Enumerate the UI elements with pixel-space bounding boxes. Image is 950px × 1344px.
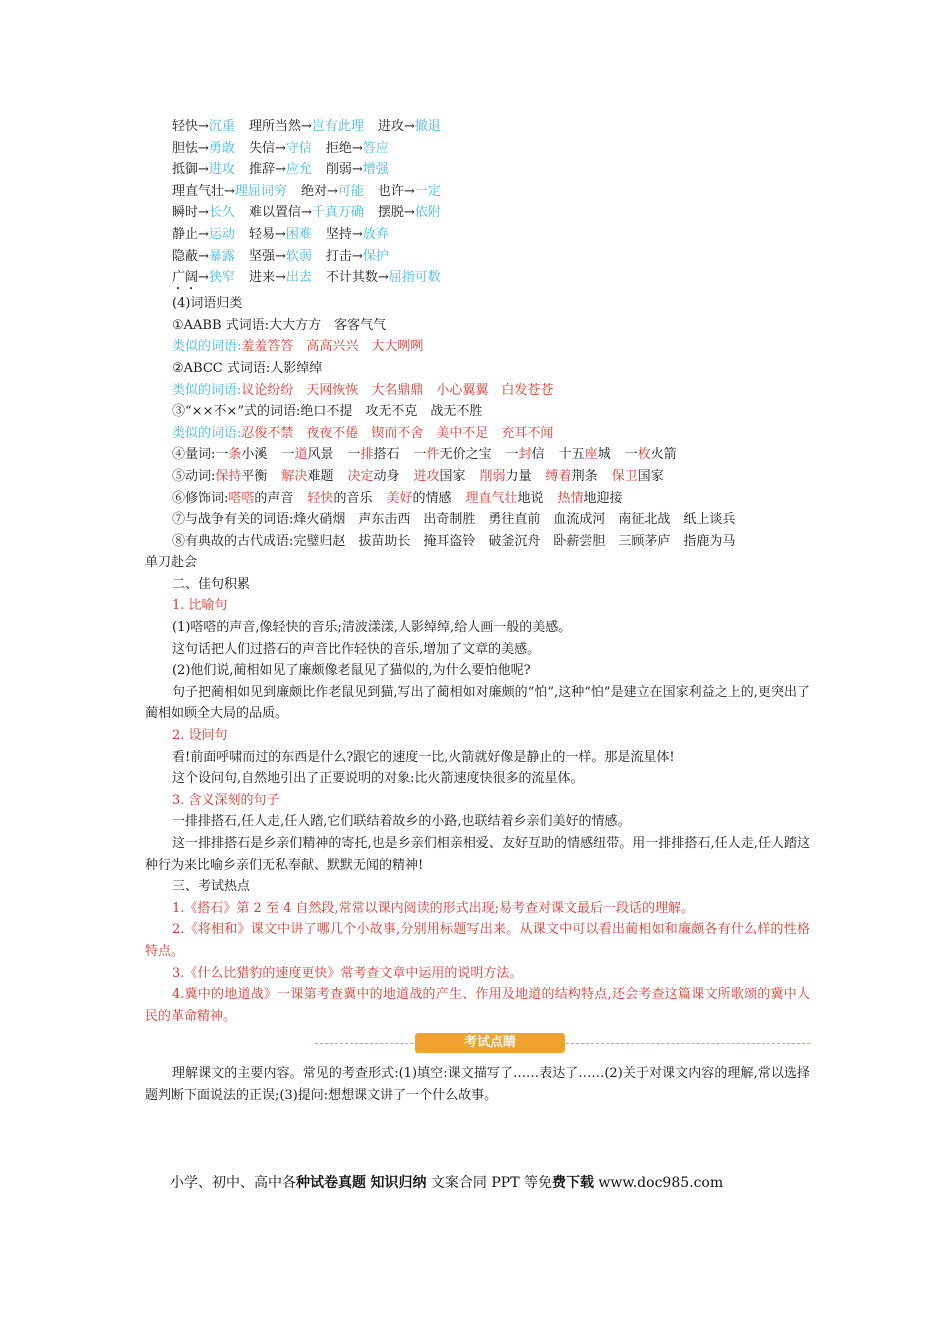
arrow-icon: →: [377, 270, 389, 286]
antonym-row: [145, 267, 810, 293]
abcc-words: 人影绰绰: [270, 360, 323, 376]
antonym-answer: 屈指可数: [388, 270, 441, 286]
sentence-note: 这句话把人们过搭石的声音比作轻快的音乐,增加了文章的美感。: [172, 641, 541, 657]
war-label: ⑦与战争有关的词语:: [172, 512, 294, 528]
verb-object: 国家: [439, 468, 466, 484]
quant-word: 道: [294, 447, 308, 463]
antonym-answer: 困难: [285, 226, 312, 242]
quant-noun: 无价之宝: [439, 447, 492, 463]
arrow-icon: →: [403, 119, 415, 134]
exam-item: 4.冀中的地道战》一课第考查冀中的地道战的产生、作用及地道的结构特点,还会考查这篇课文所歌颂的冀中人民的革命精神。: [145, 987, 810, 1024]
antonym-word: 抵御: [172, 162, 199, 178]
exam-item: 1.《搭石》第 2 至 4 自然段,常常以课内阅读的形式出现;易考查对课文最后一段话的理解。: [172, 900, 694, 916]
antonym-word: 隐蔽: [172, 248, 199, 264]
xx-label: ③“××不×”式的词语:: [172, 404, 301, 420]
antonym-word: 进攻: [377, 119, 404, 134]
quant-prefix: 一: [347, 447, 361, 463]
arrow-icon: →: [351, 140, 363, 156]
antonym-word: 胆怯: [172, 140, 199, 156]
xx-similar-words: 忍俊不禁 夜夜不倦 锲而不舍 美中不足 充耳不闻: [241, 425, 554, 441]
antonym-word: 坚强: [248, 248, 275, 264]
sentence-type-title: 1. 比喻句: [172, 598, 228, 614]
sentence-example: 看!前面呼啸而过的东西是什么?跟它的速度一比,火箭就好像是静止的一样。那是流星体!: [172, 749, 675, 765]
antonym-word: 理所当然: [248, 119, 301, 134]
verb-word: 解决: [281, 468, 308, 484]
footer-text: 文案合同 PPT 等免: [426, 1175, 552, 1191]
antonym-answer: 撤退: [414, 119, 441, 134]
similar-label: 类似的词语:: [172, 425, 242, 441]
arrow-icon: →: [198, 140, 209, 156]
antonym-word: 难以置信: [248, 205, 301, 221]
antonym-word: 静止: [172, 226, 199, 242]
banner-label: 考试点睛: [415, 1033, 565, 1053]
arrow-icon: →: [326, 183, 338, 199]
arrow-icon: →: [351, 226, 363, 242]
quant-noun: 风景: [307, 447, 334, 463]
antonym-word: 绝对: [300, 183, 327, 199]
similar-label: 类似的词语:: [172, 339, 242, 355]
arrow-icon: →: [224, 183, 235, 199]
antonym-answer: 勇敢: [208, 140, 235, 156]
modifier-word: 理直气壮: [465, 490, 518, 506]
arrow-icon: →: [274, 226, 286, 242]
xx-row: [145, 401, 810, 423]
antonym-row: [145, 181, 810, 203]
arrow-icon: →: [274, 162, 286, 178]
exam-item: 3.《什么比猎豹的速度更快》常考查文章中运用的说明方法。: [172, 965, 523, 981]
section-banner: [145, 1031, 810, 1057]
abcc-label: ②ABCC 式词语:: [172, 360, 271, 376]
modifier-word: 热情: [557, 490, 584, 506]
antonym-answer: 守信: [285, 140, 312, 156]
modifier-noun: 的音乐: [333, 490, 373, 506]
modifier-noun: 地说: [517, 490, 544, 506]
modifier-noun: 的声音: [254, 490, 294, 506]
quant-prefix: 十五: [558, 447, 585, 463]
antonym-word: 轻快: [172, 119, 199, 134]
sentence-note: 这个设问句,自然地引出了正要说明的对象:比火箭速度快很多的流星体。: [172, 771, 584, 787]
antonym-answer: 增强: [362, 162, 389, 178]
quantifier-row: [145, 444, 810, 466]
verb-object: 难题: [307, 468, 334, 484]
antonym-word: 失信: [248, 140, 275, 156]
antonym-row: [145, 138, 810, 160]
verb-object: 动身: [373, 468, 400, 484]
sentence-example: (2)他们说,蔺相如见了廉颇像老鼠见了猫似的,为什么要怕他呢?: [172, 663, 531, 679]
arrow-icon: →: [274, 140, 286, 156]
arrow-icon: →: [198, 226, 209, 242]
verb-word: 削弱: [479, 468, 506, 484]
verb-object: 力量: [505, 468, 532, 484]
arrow-icon: →: [351, 248, 363, 264]
verb-object: 平衡: [241, 468, 268, 484]
arrow-icon: →: [351, 162, 363, 178]
antonym-answer: 应允: [285, 162, 312, 178]
idiom-words: 完璧归赵 拔苗助长 掩耳盗铃 破釜沉舟 卧薪尝胆 三顾茅庐 指鹿为马: [293, 533, 736, 549]
classify-heading: (4)词语归类: [172, 296, 243, 312]
abcc-row: [145, 358, 810, 380]
aabb-row: [145, 315, 810, 337]
exam-tip: 理解课文的主要内容。常见的考查形式:(1)填空:课文描写了……表达了……(2)关于对课文内容的理解,常以选择题判断下面说法的正误;(3)提问:想想课文讲了一个什么故事。: [145, 1066, 810, 1103]
antonym-word: 推辞: [248, 162, 275, 178]
footer-bold: 知识归纳: [370, 1175, 427, 1191]
antonym-word: 瞬时: [172, 205, 199, 221]
modifier-word: 嗒嗒: [228, 490, 255, 506]
footer-url: www.doc985.com: [593, 1175, 724, 1191]
verb-row: [145, 466, 810, 488]
antonym-word: 也许: [377, 183, 404, 199]
antonym-answer: 依附: [414, 205, 441, 221]
quant-noun: 信: [531, 447, 545, 463]
arrow-icon: →: [198, 270, 209, 286]
arrow-icon: →: [198, 205, 209, 221]
aabb-words: 大大方方 客客气气: [269, 317, 387, 333]
xx-similar-row: [145, 423, 810, 445]
quant-prefix: 一: [281, 447, 295, 463]
modifier-label: ⑥修饰词:: [172, 490, 229, 506]
sentence-type-title: 3. 含义深刻的句子: [172, 792, 280, 808]
antonym-answer: 软弱: [285, 248, 312, 264]
antonym-answer: 放弃: [362, 226, 389, 242]
arrow-icon: →: [198, 119, 209, 134]
xx-words: 绝口不提 攻无不克 战无不胜: [300, 404, 483, 420]
antonym-word: 拒绝: [325, 140, 352, 156]
modifier-row: [145, 488, 810, 510]
modifier-word: 轻快: [307, 490, 334, 506]
quant-word: 枚: [637, 447, 651, 463]
modifier-noun: 的情感: [412, 490, 452, 506]
antonym-answer: 一定: [414, 183, 441, 199]
arrow-icon: →: [403, 183, 415, 199]
antonym-row: [145, 246, 810, 268]
verb-object: 荆条: [571, 468, 598, 484]
antonym-word: 打击: [325, 248, 352, 264]
section-heading-exam: 三、考试热点: [172, 879, 251, 895]
arrow-icon: →: [300, 119, 312, 134]
aabb-similar-words: 羞羞答答 高高兴兴 大大咧咧: [241, 339, 424, 355]
modifier-noun: 地迎接: [583, 490, 623, 506]
antonym-answer: 沉重: [208, 119, 235, 134]
arrow-icon: →: [274, 248, 286, 264]
antonym-word: 理直气壮: [172, 183, 225, 199]
quant-prefix: 一: [215, 447, 229, 463]
verb-label: ⑤动词:: [172, 468, 216, 484]
quant-word: 封: [518, 447, 532, 463]
verb-word: 决定: [347, 468, 374, 484]
antonym-answer: 运动: [208, 226, 235, 242]
abcc-similar-row: [145, 380, 810, 402]
antonym-word: 不计其数: [325, 270, 378, 286]
sentence-note: 句子把蔺相如见到廉颇比作老鼠见到猫,写出了蔺相如对廉颇的“怕”,这种“怕”是建立在国家利益之上的,更突出了蔺相如顾全大局的品质。: [145, 684, 810, 722]
antonym-answer: 狭窄: [208, 270, 235, 286]
quant-prefix: 一: [505, 447, 519, 463]
idiom-label: ⑧有典故的古代成语:: [172, 533, 294, 549]
aabb-similar-row: [145, 336, 810, 358]
antonym-answer: 暴露: [208, 248, 235, 264]
sentence-note: 这一排排搭石是乡亲们精神的寄托,也是乡亲们相亲相爱、友好互助的情感纽带。用一排排搭石,任人走,任人踏这种行为来比喻乡亲们无私奉献、默默无闻的精神!: [145, 836, 810, 873]
section-heading-sentences: 二、佳句积累: [172, 576, 251, 592]
idiom-row: [145, 531, 810, 553]
antonym-word: 广阔: [172, 270, 199, 286]
antonym-answer: 岂有此理: [311, 119, 364, 134]
similar-label: 类似的词语:: [172, 382, 242, 398]
antonym-answer: 答应: [362, 140, 389, 156]
quant-noun: 小溪: [241, 447, 268, 463]
antonym-answer: 出去: [285, 270, 312, 286]
antonym-answer: 千真万确: [311, 205, 364, 221]
quant-word: 条: [228, 447, 242, 463]
antonym-row: [145, 224, 810, 246]
sentence-type-title: 2. 设问句: [172, 728, 228, 744]
verb-word: 保持: [215, 468, 242, 484]
arrow-icon: →: [403, 205, 415, 221]
footer-ad: [170, 1172, 723, 1192]
antonym-row: [145, 202, 810, 224]
verb-word: 保卫: [611, 468, 638, 484]
war-words-row: [145, 509, 810, 531]
antonym-answer: 保护: [362, 248, 389, 264]
war-words: 烽火硝烟 声东击西 出奇制胜 勇往直前 血流成河 南征北战 纸上谈兵: [293, 512, 736, 528]
quant-prefix: 一: [624, 447, 638, 463]
aabb-label: ①AABB 式词语:: [172, 317, 270, 333]
antonym-word: 进来: [248, 270, 275, 286]
quant-word: 件: [426, 447, 440, 463]
antonym-answer: 进攻: [208, 162, 235, 178]
arrow-icon: →: [198, 162, 209, 178]
sentence-example: (1)嗒嗒的声音,像轻快的音乐;清波漾漾,人影绰绰,给人画一般的美感。: [172, 620, 572, 636]
quant-noun: 搭石: [373, 447, 400, 463]
quant-prefix: 一: [413, 447, 427, 463]
quant-word: 座: [584, 447, 598, 463]
exam-item: 2.《将相和》课文中讲了哪几个小故事,分别用标题写出来。从课文中可以看出蔺相如和廉颇各有什么样的性格特点。: [145, 922, 810, 959]
document-body: [145, 116, 810, 1107]
quant-noun: 火箭: [650, 447, 677, 463]
quantifier-label: ④量词:: [172, 447, 216, 463]
quant-word: 排: [360, 447, 374, 463]
abcc-similar-words: 议论纷纷 天网恢恢 大名鼎鼎 小心翼翼 白发苍苍: [241, 382, 554, 398]
verb-word: 进攻: [413, 468, 440, 484]
antonym-answer: 理屈词穷: [234, 183, 287, 199]
footer-text: 小学、初中、高中各: [170, 1175, 296, 1191]
verb-object: 国家: [637, 468, 664, 484]
antonym-row: [145, 116, 810, 138]
arrow-icon: →: [300, 205, 312, 221]
footer-bold: 费下载: [551, 1175, 594, 1191]
antonym-answer: 长久: [208, 205, 235, 221]
antonym-row: [145, 159, 810, 181]
idiom-row-continued: 单刀赴会: [145, 555, 198, 571]
quant-noun: 城: [597, 447, 611, 463]
arrow-icon: →: [274, 270, 286, 286]
modifier-word: 美好: [386, 490, 413, 506]
antonym-word: 坚持: [325, 226, 352, 242]
antonym-list: [145, 116, 810, 293]
sentence-example: 一排排搭石,任人走,任人踏,它们联结着故乡的小路,也联结着乡亲们美好的情感。: [172, 814, 631, 830]
arrow-icon: →: [198, 248, 209, 264]
antonym-word: 削弱: [325, 162, 352, 178]
antonym-word: 轻易: [248, 226, 275, 242]
footer-bold: 种试卷真题: [296, 1175, 366, 1191]
verb-word: 缚着: [545, 468, 572, 484]
antonym-answer: 可能: [337, 183, 364, 199]
antonym-word: 摆脱: [377, 205, 404, 221]
